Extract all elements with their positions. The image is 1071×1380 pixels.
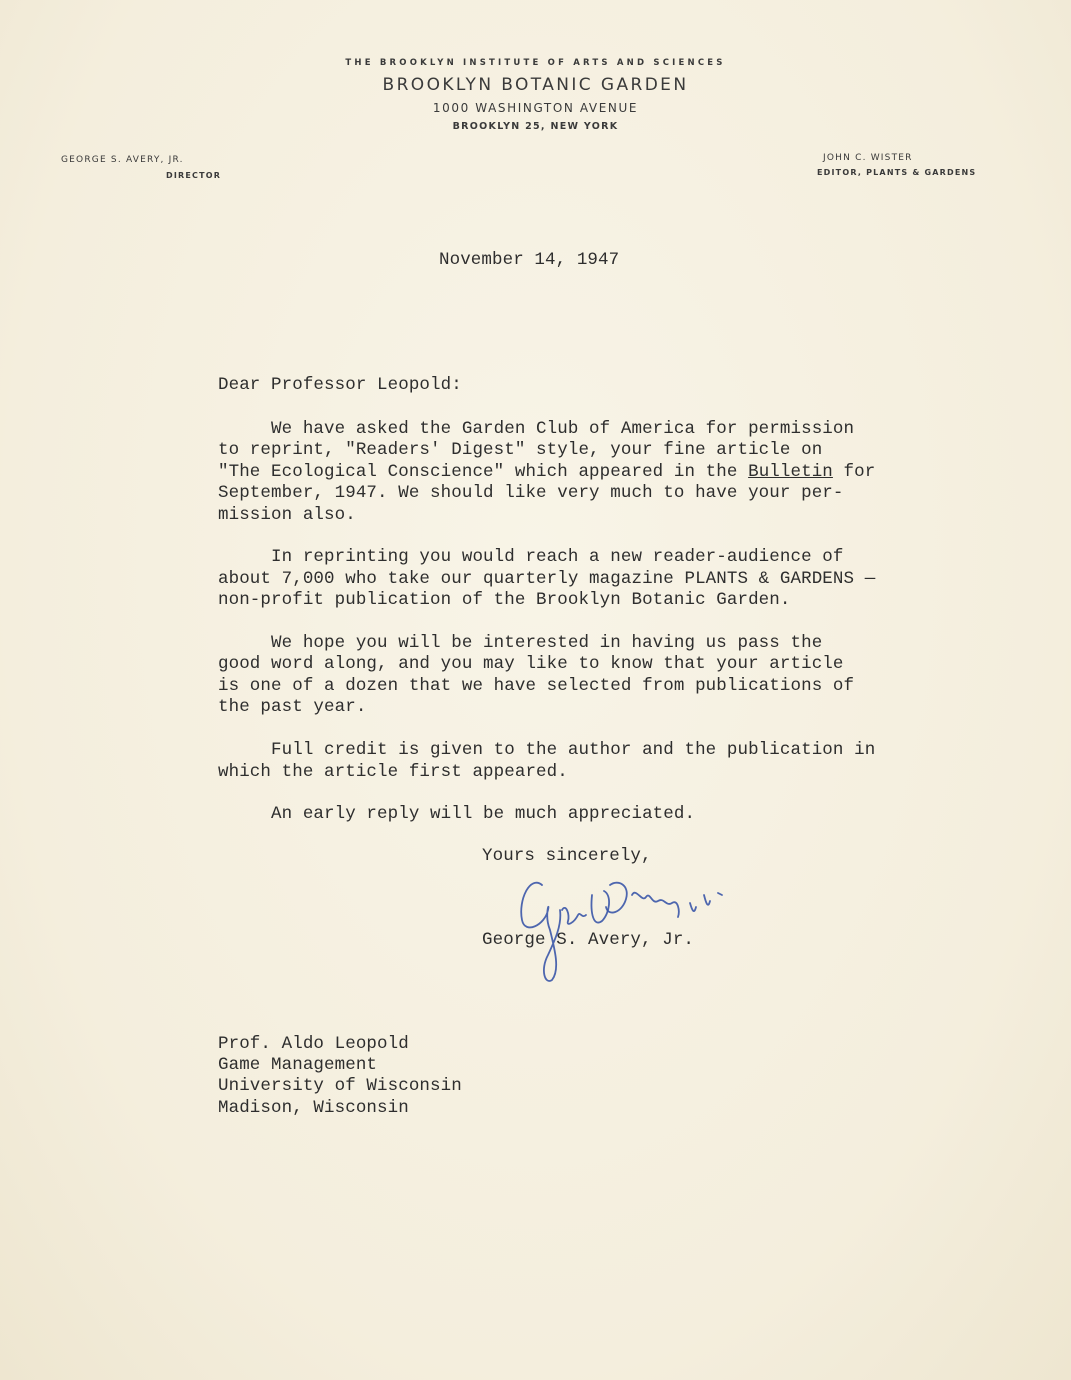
letterhead-editor-name: JOHN C. WISTER <box>823 153 913 163</box>
letterhead-editor-title: EDITOR, PLANTS & GARDENS <box>817 168 977 177</box>
recipient-address: Prof. Aldo Leopold Game Management University of Wisconsin Madison, Wisconsin <box>218 1034 462 1118</box>
paragraph-2: In reprinting you would reach a new reader-audience of about 7,000 who take our quarterly magazine PLANTS & GARDENS — non-profit publication of the Brooklyn Botanic Garden. <box>218 547 876 611</box>
paragraph-5: An early reply will be much appreciated. <box>218 804 696 825</box>
letter-body <box>218 419 875 826</box>
paragraph-1-start: We have asked the Garden Club of America for permission to reprint, "Readers' Digest" style, your fine article on "The Ecological Conscience" which appeared in the <box>218 419 855 482</box>
paragraph-4: Full credit is given to the author and the publication in which the article first appeared. <box>218 740 876 782</box>
bulletin-underlined: Bulletin <box>748 461 833 482</box>
letterhead-garden-name: BROOKLYN BOTANIC GARDEN <box>382 75 689 95</box>
letter-closing: Yours sincerely, <box>482 846 652 866</box>
letterhead-street-address: 1000 WASHINGTON AVENUE <box>432 101 639 115</box>
letterhead-director-title: DIRECTOR <box>166 171 222 180</box>
letterhead-director-name: GEORGE S. AVERY, JR. <box>61 155 184 165</box>
letterhead-institute: THE BROOKLYN INSTITUTE OF ARTS AND SCIENCES <box>345 58 726 68</box>
typed-signature-name: George S. Avery, Jr. <box>482 930 695 950</box>
letter-date: November 14, 1947 <box>439 250 620 270</box>
paragraph-3: We hope you will be interested in having us pass the good word along, and you may like to know that your article is one of a dozen that we have selected from publications of the past year. <box>218 633 855 718</box>
letter-salutation: Dear Professor Leopold: <box>218 375 462 395</box>
paragraph-1-end: for September, 1947. We should like very much to have your per- mission also. <box>218 461 876 525</box>
letterhead-city: BROOKLYN 25, NEW YORK <box>452 121 619 132</box>
handwritten-signature <box>500 855 740 985</box>
